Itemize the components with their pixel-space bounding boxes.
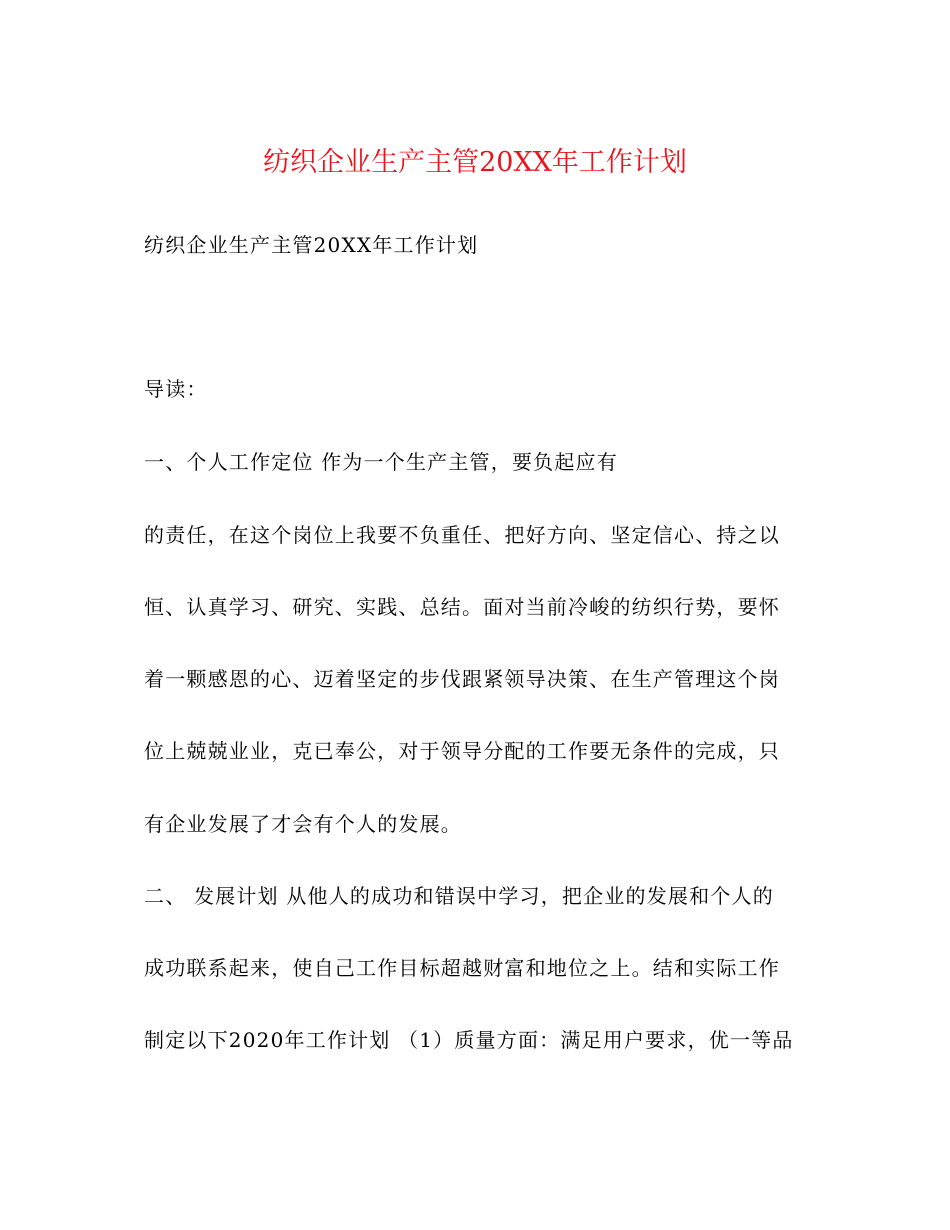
body-line: 的责任，在这个岗位上我要不负重任、把好方向、坚定信心、持之以 — [144, 523, 780, 547]
body-line: 恒、认真学习、研究、实践、总结。面对当前冷峻的纺织行势，要怀 — [144, 595, 780, 619]
intro-label: 导读： — [144, 377, 208, 401]
body-line: 着一颗感恩的心、迈着坚定的步伐跟紧领导决策、在生产管理这个岗 — [144, 667, 780, 691]
body-line: 成功联系起来，使自己工作目标超越财富和地位之上。结和实际工作 — [144, 956, 780, 980]
body-line: 有企业发展了才会有个人的发展。 — [144, 812, 462, 836]
document-title: 纺织企业生产主管20XX年工作计划 — [263, 147, 687, 178]
body-line: 二、 发展计划 从他人的成功和错误中学习，把企业的发展和个人的 — [144, 884, 774, 908]
subtitle-line: 纺织企业生产主管20XX年工作计划 — [144, 233, 479, 257]
body-line: 一、个人工作定位 作为一个生产主管，要负起应有 — [144, 450, 618, 474]
body-line: 制定以下2020年工作计划 （1）质量方面：满足用户要求，优一等品 — [144, 1028, 794, 1052]
body-line: 位上兢兢业业，克已奉公，对于领导分配的工作要无条件的完成，只 — [144, 739, 780, 763]
